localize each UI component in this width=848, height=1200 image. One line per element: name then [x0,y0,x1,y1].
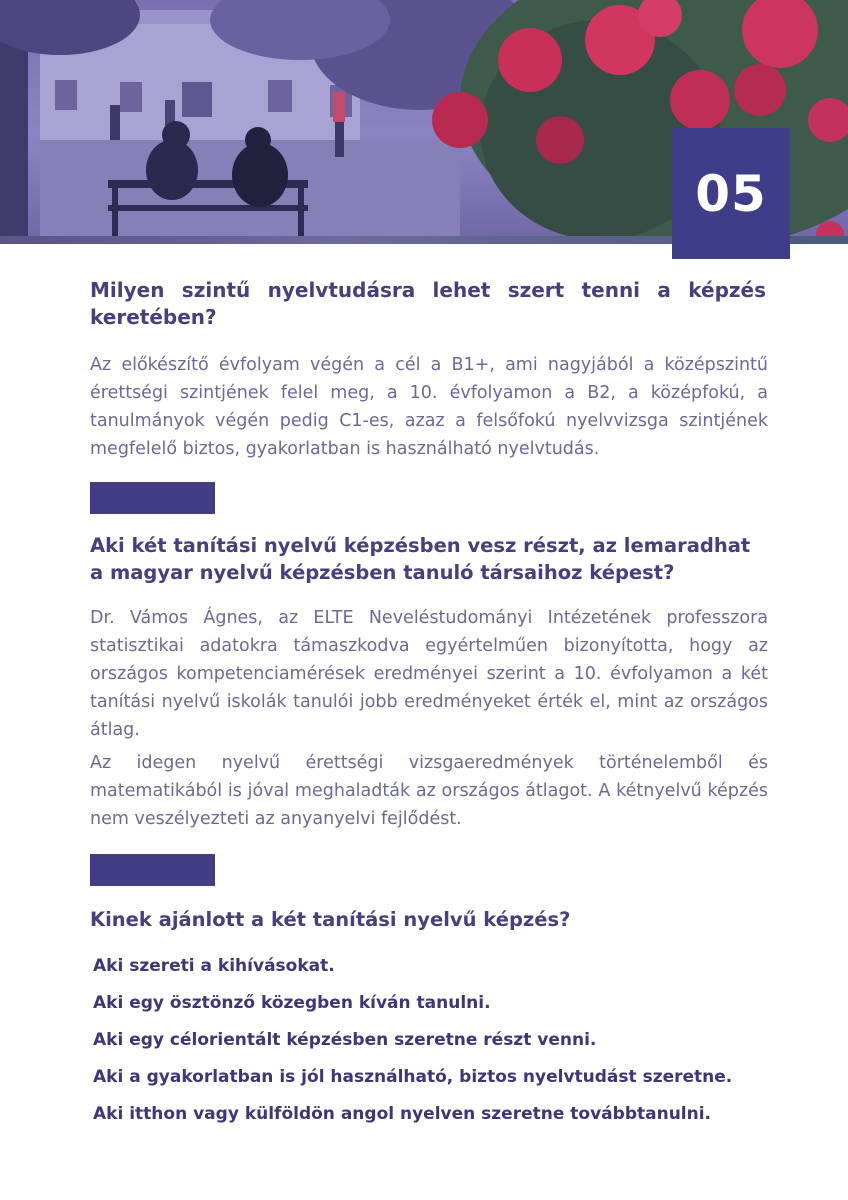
list-item: Aki egy célorientált képzésben szeretne részt venni. [93,1030,597,1050]
section-heading-recommended-for: Kinek ajánlott a két tanítási nyelvű képzés? [90,908,571,931]
list-item: Aki itthon vagy külföldön angol nyelven szeretne továbbtanulni. [93,1104,712,1124]
section-divider-block [90,482,215,514]
section-divider-block [90,854,215,886]
list-item: Aki szereti a kihívásokat. [93,956,335,976]
section-paragraph: Az előkészítő évfolyam végén a cél a B1+, ami nagyjából a középszintű érettségi szintjének felel meg, a 10. évfolyamon a B2, a középfokú, a tanulmányok végén pedig C1-es, azaz a felsőfokú nyelvvizsga szintjének megfelelő biztos, gyakorlatban is használható nyelvtudás. [90,355,768,459]
page-number-badge [672,128,790,259]
section-heading-falling-behind: Aki két tanítási nyelvű képzésben vesz részt, az lemaradhat a magyar nyelvű képzésben tanuló társaihoz képest? [90,534,751,584]
section-paragraph: Dr. Vámos Ágnes, az ELTE Neveléstudományi Intézetének professzora statisztikai adatokra támaszkodva egyértelműen bizonyította, hogy az országos kompetenciamérések eredményei szerint a 10. évfolyamon a két tanítási nyelvű iskolák tanulói jobb eredményeket érték el, mint az országos átlag. [90,608,768,740]
section-paragraph: Az idegen nyelvű érettségi vizsgaeredmények történelemből és matematikából is jóval meghaladták az országos átlagot. A kétnyelvű képzés nem veszélyezteti az anyanyelvi fejlődést. [90,753,768,829]
recommendation-list [93,955,793,1140]
section-heading-language-level: Milyen szintű nyelvtudásra lehet szert tenni a képzés keretében? [90,278,766,329]
page-number: 05 [695,164,767,223]
list-item: Aki a gyakorlatban is jól használható, biztos nyelvtudást szeretne. [93,1067,733,1087]
list-item: Aki egy ösztönző közegben kíván tanulni. [93,993,491,1013]
